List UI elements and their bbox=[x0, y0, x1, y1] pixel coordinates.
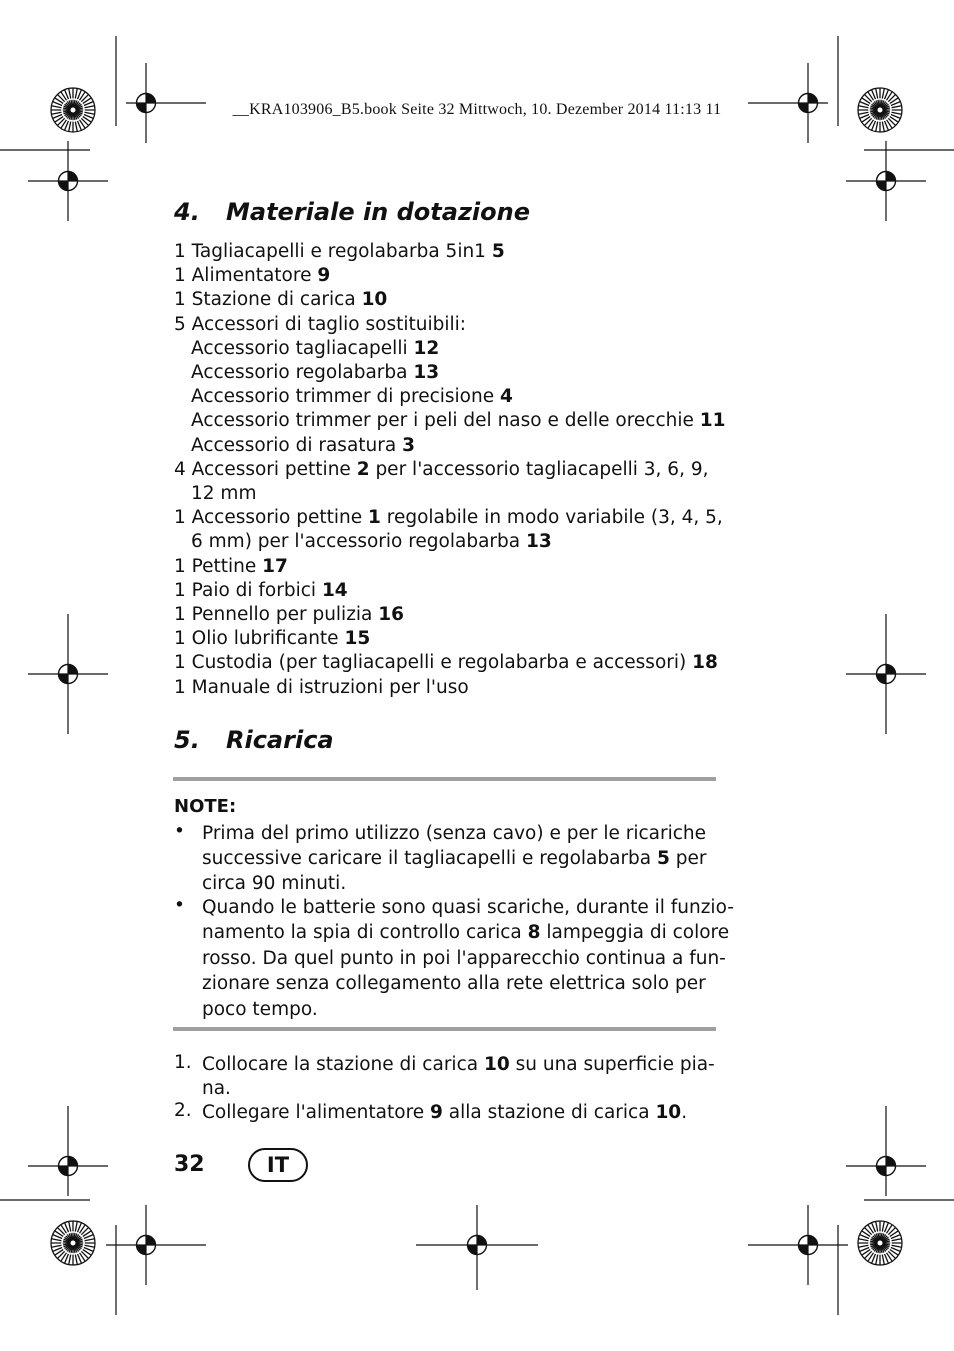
contents-item: Accessorio di rasatura 3 bbox=[191, 434, 415, 456]
bullet-2-line-2: namento la spia di controllo carica 8 lampeggia di colore bbox=[202, 922, 730, 943]
note-title: NOTE: bbox=[174, 796, 237, 817]
note-top-rule bbox=[173, 777, 716, 781]
bullet-1-line-3: circa 90 minuti. bbox=[202, 873, 347, 894]
page-number: 32 bbox=[174, 1152, 205, 1177]
language-badge: IT bbox=[248, 1148, 308, 1182]
step-1-line-1: Collocare la stazione di carica 10 su una superficie pia- bbox=[202, 1054, 715, 1075]
contents-item: 1 Custodia (per tagliacapelli e regolabarba e accessori) 18 bbox=[174, 652, 718, 674]
section-4-title: Materiale in dotazione bbox=[226, 198, 530, 226]
section-4-heading bbox=[174, 198, 530, 226]
contents-item: 5 Accessori di taglio sostituibili: bbox=[174, 313, 467, 335]
contents-item: 1 Pettine 17 bbox=[174, 555, 288, 577]
bullet-2-line-4: zionare senza collegamento alla rete elettrica solo per bbox=[202, 973, 706, 994]
contents-item: 1 Pennello per pulizia 16 bbox=[174, 604, 405, 625]
step-1-number: 1. bbox=[174, 1052, 192, 1073]
bullet-2-line-1: Quando le batterie sono quasi scariche, durante il funzio- bbox=[202, 897, 734, 918]
contents-item: 1 Accessorio pettine 1 regolabile in modo variabile (3, 4, 5, bbox=[174, 507, 723, 529]
contents-item: Accessorio tagliacapelli 12 bbox=[191, 337, 440, 359]
section-4-number: 4. bbox=[174, 198, 200, 226]
step-2-line-1: Collegare l'alimentatore 9 alla stazione di carica 10. bbox=[202, 1102, 688, 1123]
bullet-2-line-3: rosso. Da quel punto in poi l'apparecchio continua a fun- bbox=[202, 948, 726, 969]
contents-item: Accessorio trimmer per i peli del naso e delle orecchie 11 bbox=[191, 410, 726, 432]
contents-item: 1 Manuale di istruzioni per l'uso bbox=[174, 676, 469, 698]
section-5-title: Ricarica bbox=[226, 726, 334, 754]
section-5-heading bbox=[174, 726, 334, 754]
contents-item: 1 Stazione di carica 10 bbox=[174, 289, 388, 311]
contents-item: Accessorio trimmer di precisione 4 bbox=[191, 386, 513, 408]
contents-item: 1 Paio di forbici 14 bbox=[174, 579, 348, 601]
step-1-line-2: na. bbox=[202, 1078, 231, 1099]
contents-item: 1 Tagliacapelli e regolabarba 5in1 5 bbox=[174, 241, 505, 262]
step-2-number: 2. bbox=[174, 1100, 192, 1121]
contents-item: 12 mm bbox=[191, 483, 257, 504]
bullet-1-line-1: Prima del primo utilizzo (senza cavo) e per le ricariche bbox=[202, 823, 707, 844]
contents-item: 6 mm) per l'accessorio regolabarba 13 bbox=[191, 531, 552, 553]
bullet-1-line-2: successive caricare il tagliacapelli e regolabarba 5 per bbox=[202, 848, 707, 869]
contents-item: 1 Alimentatore 9 bbox=[174, 265, 331, 287]
bullet-2-glyph: • bbox=[174, 895, 185, 916]
bullet-2-line-5: poco tempo. bbox=[202, 999, 318, 1020]
print-header: __KRA103906_B5.book Seite 32 Mittwoch, 10. Dezember 2014 11:13 11 bbox=[232, 101, 722, 118]
contents-item: 1 Olio lubrificante 15 bbox=[174, 628, 371, 650]
contents-item: 4 Accessori pettine 2 per l'accessorio tagliacapelli 3, 6, 9, bbox=[174, 458, 709, 480]
note-bottom-rule bbox=[173, 1027, 716, 1031]
section-5-number: 5. bbox=[174, 726, 200, 754]
contents-item: Accessorio regolabarba 13 bbox=[191, 362, 440, 383]
bullet-1-glyph: • bbox=[174, 821, 185, 842]
